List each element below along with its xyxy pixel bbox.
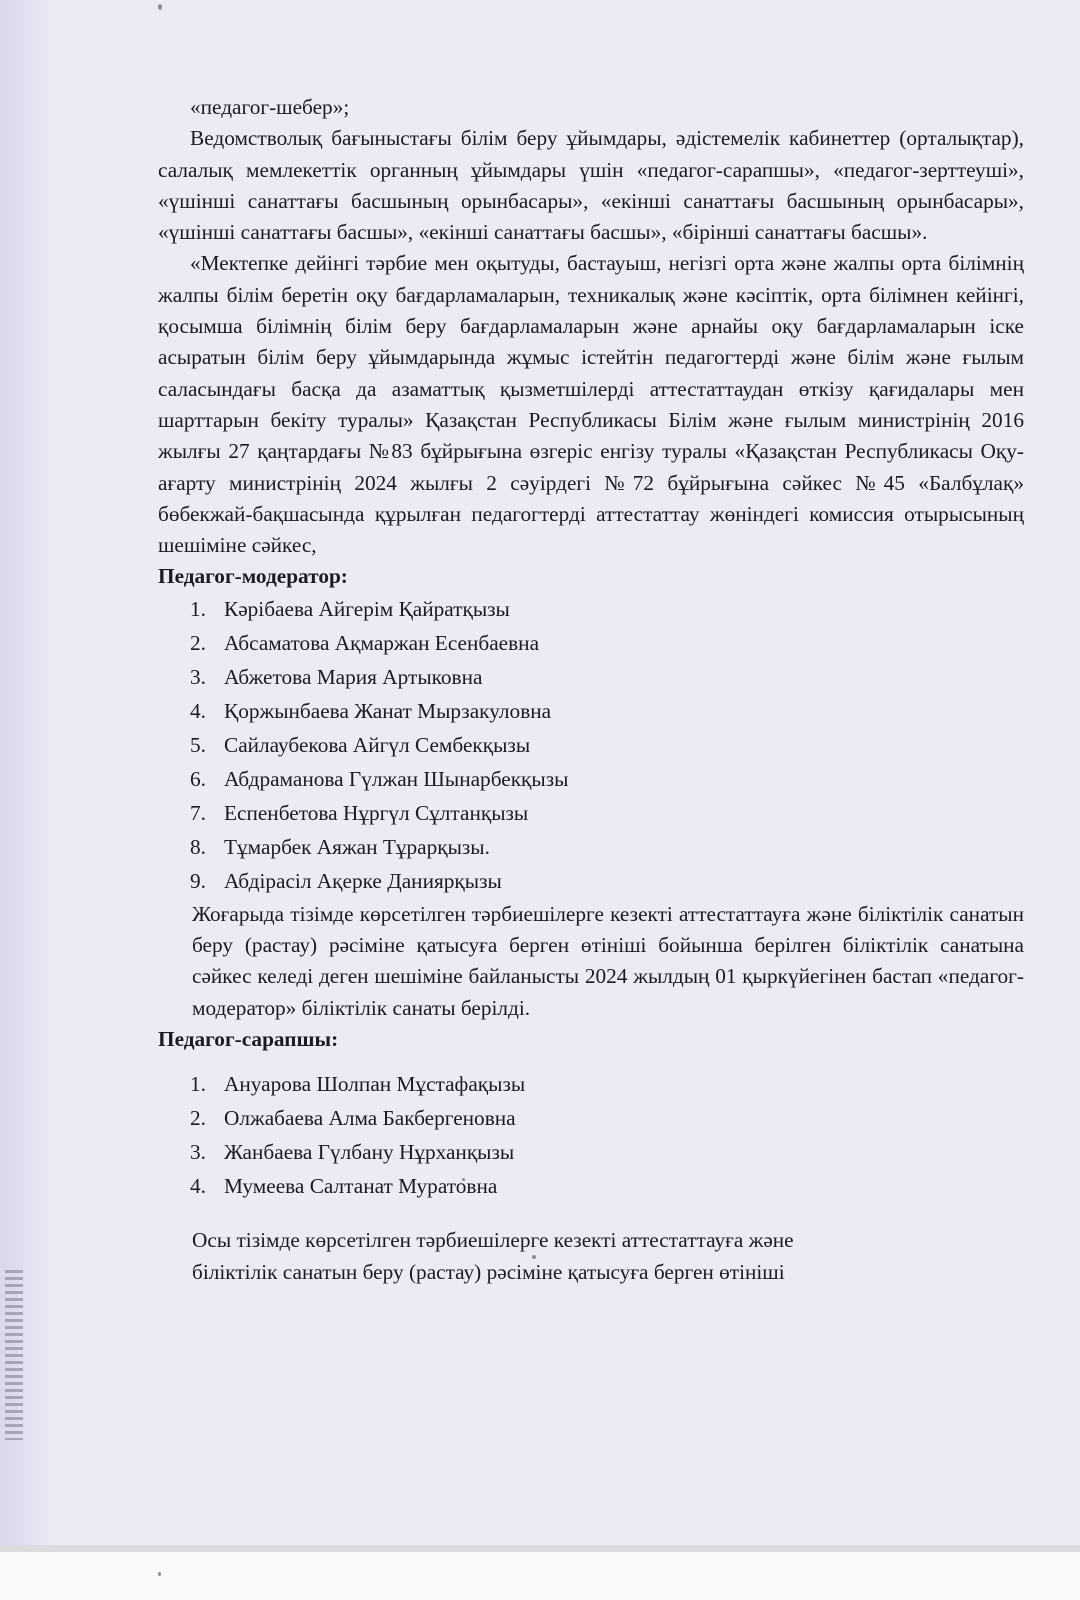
list-item [158,763,1024,797]
item-name: Жанбаева Гүлбану Нұрханқызы [224,1139,515,1164]
item-name: Абсаматова Ақмаржан Есенбаевна [224,631,540,656]
list-item [158,797,1024,831]
expert-note-line-1: Осы тізімде көрсетілген тәрбиешілерге кезекті аттестаттауға және [192,1228,794,1253]
item-number: 2. [190,1105,206,1130]
item-name: Сайлаубекова Айгүл Сембекқызы [224,733,531,758]
paragraph-2: «Мектепке дейінгі тәрбие мен оқытуды, бастауыш, негізгі орта және жалпы орта білімнің жалпы білім беретін оқу бағдарламаларын, техникалық және кәсіптік, орта білімнен кейінгі, қосымша білімнің білім беру бағдарламаларын және арнайы оқу бағдарламаларын іске асыратын білім беру ұйымдарында жұмыс істейтін педагогтерді және білім және ғылым саласындағы басқа да азаматтық қызметшілерді аттестаттаудан өткізу қағидалары мен шарттарын бекіту туралы» Қазақстан Республикасы Білім және ғылым министрінің 2016 жылғы 27 қаңтардағы №83 бұйрығына өзгеріс енгізу туралы «Қазақстан Республикасы Оқу-ағарту министрінің 2024 жылғы 2 сәуірдегі №72 бұйрығына сәйкес №45 «Балбұлақ» бөбекжай-бақшасында құрылған педагогтерді аттестаттау жөніндегі комиссия отырысының шешіміне сәйкес, [158,251,1024,558]
document-body [158,92,1024,1288]
scan-speck [158,4,162,10]
moderator-list [158,593,1024,899]
list-item [158,627,1024,661]
item-number: 9. [190,869,206,894]
item-number: 6. [190,767,206,792]
item-number: 3. [190,1139,206,1164]
item-name: Қоржынбаева Жанат Мырзакуловна [224,699,552,724]
item-name: Кәрібаева Айгерім Қайратқызы [224,597,510,622]
scan-artifact [5,1270,23,1440]
list-item [158,661,1024,695]
expert-note-line-2: біліктілік санатын беру (растау) рәсіміне қатысуға берген өтініші [192,1259,785,1284]
moderator-note: Жоғарыда тізімде көрсетілген тәрбиешілерге кезекті аттестаттауға және біліктілік санатын беру (растау) рәсіміне қатысуға берген өтініші бойынша берілген біліктілік санатына сәйкес келеді деген шешіміне байланысты 2024 жылдың 01 қыркүйегінен бастап «педагог-модератор» біліктілік санаты берілді. [192,901,1024,1020]
item-number: 1. [190,1071,206,1096]
page-separator [0,1545,1080,1600]
list-item [158,831,1024,865]
item-number: 4. [190,699,206,724]
list-item [158,729,1024,763]
item-number: 2. [190,631,206,656]
list-item [158,1135,1024,1169]
item-name: Абжетова Мария Артыковна [224,665,483,690]
expert-heading: Педагог-сарапшы: [158,1026,339,1051]
spacer [158,1203,1024,1225]
expert-list [158,1067,1024,1203]
item-name: Абдраманова Гүлжан Шынарбекқызы [224,767,569,792]
list-item [158,865,1024,899]
list-item [158,1067,1024,1101]
scan-speck [158,1572,161,1576]
list-item [158,593,1024,627]
item-number: 1. [190,597,206,622]
item-number: 3. [190,665,206,690]
first-line: «педагог-шебер»; [190,95,350,119]
paragraph-1: Ведомстволық бағыныстағы білім беру ұйымдары, әдістемелік кабинеттер (орталықтар), салалық мемлекеттік органның ұйымдары үшін «педагог-сарапшы», «педагог-зерттеуші», «үшінші санаттағы басшының орынбасары», «екінші санаттағы басшының орынбасары», «үшінші санаттағы басшы», «екінші санаттағы басшы», «бірінші санаттағы басшы». [158,126,1024,245]
item-number: 7. [190,801,206,826]
list-item [158,1169,1024,1203]
item-name: Тұмарбек Аяжан Тұрарқызы. [224,835,490,860]
item-number: 8. [190,835,206,860]
list-item [158,1101,1024,1135]
item-name: Мумеева Салтанат Муратовна [224,1173,498,1198]
item-name: Олжабаева Алма Бакбергеновна [224,1105,516,1130]
item-name: Еспенбетова Нұргүл Сұлтанқызы [224,801,529,826]
list-item [158,695,1024,729]
spacer [158,1055,1024,1067]
moderator-heading: Педагог-модератор: [158,564,348,589]
item-number: 5. [190,733,206,758]
item-name: Ануарова Шолпан Мұстафақызы [224,1071,526,1096]
item-number: 4. [190,1173,206,1198]
item-name: Абдірасіл Ақерке Даниярқызы [224,869,502,894]
